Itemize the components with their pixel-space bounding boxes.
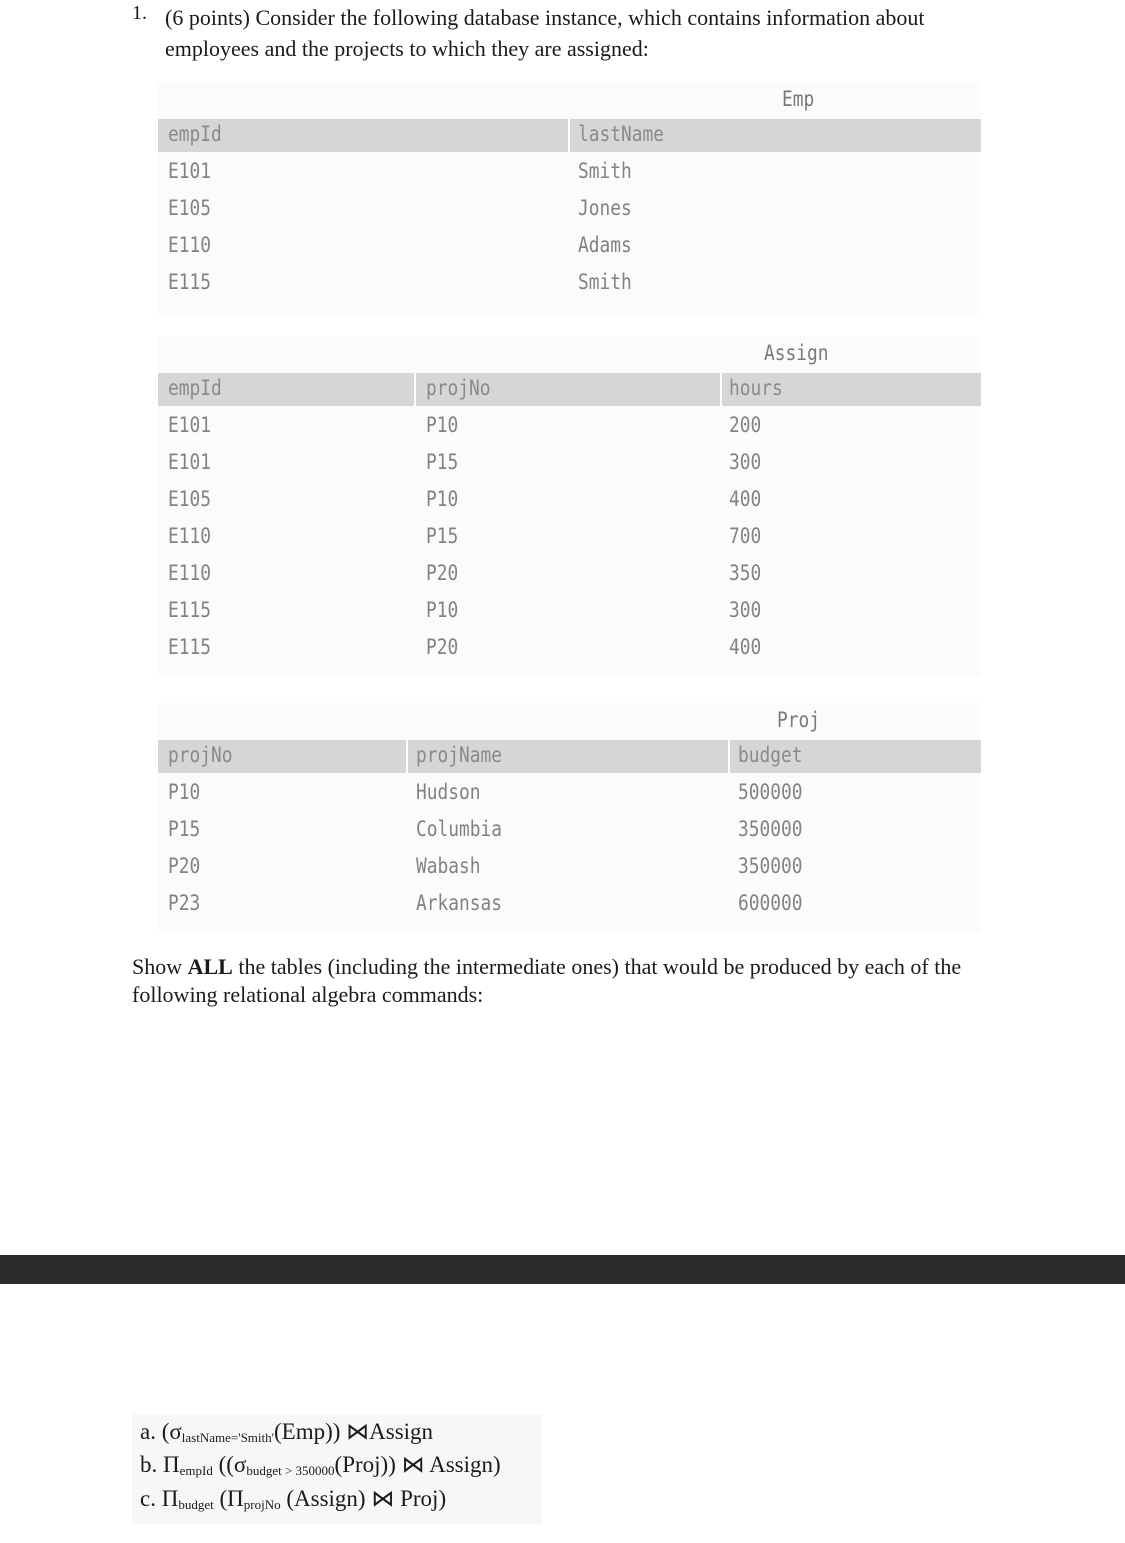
table-cell: E115 xyxy=(168,598,211,622)
table-cell: Wabash xyxy=(416,854,481,878)
table-cell: E101 xyxy=(168,450,211,474)
header-cell: projNo xyxy=(168,743,233,767)
selection-condition: budget > 350000 xyxy=(246,1463,335,1478)
expr-rest: Assign) xyxy=(429,1452,501,1477)
table-cell: P15 xyxy=(426,524,459,548)
join-symbol: ⋈ xyxy=(346,1419,370,1444)
table-cell: Adams xyxy=(578,233,632,257)
expressions-box xyxy=(132,1414,542,1524)
expr-rest: Proj) xyxy=(400,1486,447,1511)
expr-argument: (Proj)) xyxy=(334,1452,396,1477)
table-cell: 300 xyxy=(729,598,762,622)
table-cell: P20 xyxy=(426,561,459,585)
join-symbol: ⋈ xyxy=(401,1452,425,1477)
projection-attribute: projNo xyxy=(243,1497,281,1512)
table-cell: P20 xyxy=(168,854,201,878)
column-divider xyxy=(720,373,722,406)
table-cell: P15 xyxy=(426,450,459,474)
table-cell: 200 xyxy=(729,413,762,437)
header-cell: empId xyxy=(168,122,222,146)
header-cell: empId xyxy=(168,376,222,400)
projection-attribute: empId xyxy=(179,1463,213,1478)
header-cell: budget xyxy=(738,743,803,767)
table-cell: E105 xyxy=(168,487,211,511)
assign-table xyxy=(158,336,981,676)
column-divider xyxy=(414,373,416,406)
table-cell: Smith xyxy=(578,159,632,183)
emp-table xyxy=(158,82,981,314)
table-cell: 350000 xyxy=(738,854,803,878)
table-cell: 700 xyxy=(729,524,762,548)
expression-a xyxy=(140,1419,433,1446)
emp-table-title: Emp xyxy=(782,87,815,111)
expr-argument: (Emp)) xyxy=(273,1419,341,1444)
expr-label: a. xyxy=(140,1419,156,1444)
table-cell: 350000 xyxy=(738,817,803,841)
table-cell: P20 xyxy=(426,635,459,659)
proj-table xyxy=(158,703,981,933)
table-cell: Arkansas xyxy=(416,891,502,915)
table-cell: P10 xyxy=(426,598,459,622)
expression-b xyxy=(140,1452,501,1479)
sigma-symbol: σ xyxy=(233,1452,247,1477)
instructions-pre: Show xyxy=(132,954,188,979)
table-cell: Columbia xyxy=(416,817,502,841)
column-divider xyxy=(568,119,570,152)
expr-open: ( xyxy=(161,1419,170,1444)
table-cell: 350 xyxy=(729,561,762,585)
instructions xyxy=(132,953,992,1009)
column-divider xyxy=(728,740,730,773)
table-cell: E101 xyxy=(168,413,211,437)
table-cell: E101 xyxy=(168,159,211,183)
table-cell: 300 xyxy=(729,450,762,474)
table-cell: 600000 xyxy=(738,891,803,915)
table-cell: E110 xyxy=(168,524,211,548)
pi-symbol: Π xyxy=(227,1486,244,1511)
selection-condition: lastName='Smith' xyxy=(181,1430,274,1445)
projection-attribute: budget xyxy=(178,1497,214,1512)
header-cell: lastName xyxy=(578,122,664,146)
pi-symbol: Π xyxy=(161,1486,179,1511)
table-cell: E115 xyxy=(168,635,211,659)
column-divider xyxy=(406,740,408,773)
expr-rest: Assign xyxy=(369,1419,434,1444)
table-cell: Hudson xyxy=(416,780,481,804)
emp-header-row xyxy=(158,119,981,152)
proj-table-title: Proj xyxy=(777,708,820,732)
assign-header-row xyxy=(158,373,981,406)
table-cell: E105 xyxy=(168,196,211,220)
table-cell: Jones xyxy=(578,196,632,220)
header-cell: projNo xyxy=(426,376,491,400)
table-cell: 400 xyxy=(729,635,762,659)
table-cell: P23 xyxy=(168,891,201,915)
assign-table-title: Assign xyxy=(764,341,829,365)
expr-label: b. xyxy=(140,1452,158,1477)
header-cell: projName xyxy=(416,743,502,767)
table-cell: P10 xyxy=(426,487,459,511)
table-cell: 500000 xyxy=(738,780,803,804)
table-cell: E115 xyxy=(168,270,211,294)
proj-header-row xyxy=(158,740,981,773)
header-cell: hours xyxy=(729,376,783,400)
question-text: (6 points) Consider the following database instance, which contains information about employees and the projects to which they are assigned: xyxy=(165,5,925,61)
table-cell: P10 xyxy=(426,413,459,437)
expr-label: c. xyxy=(140,1486,156,1511)
expr-open: ( xyxy=(219,1486,228,1511)
table-cell: P10 xyxy=(168,780,201,804)
question-number: 1. xyxy=(132,2,147,24)
table-cell: Smith xyxy=(578,270,632,294)
separator-bar xyxy=(0,1255,1125,1284)
sigma-symbol: σ xyxy=(169,1419,182,1444)
table-cell: E110 xyxy=(168,561,211,585)
pi-symbol: Π xyxy=(163,1452,180,1477)
expr-argument: (Assign) xyxy=(286,1486,366,1511)
table-cell: P15 xyxy=(168,817,201,841)
expr-open: (( xyxy=(218,1452,234,1477)
join-symbol: ⋈ xyxy=(371,1486,395,1511)
table-cell: 400 xyxy=(729,487,762,511)
instructions-post: the tables (including the intermediate ones) that would be produced by each of the following relational algebra commands: xyxy=(132,954,962,1007)
expression-c xyxy=(140,1486,446,1513)
table-cell: E110 xyxy=(168,233,211,257)
instructions-bold: ALL xyxy=(187,954,233,979)
